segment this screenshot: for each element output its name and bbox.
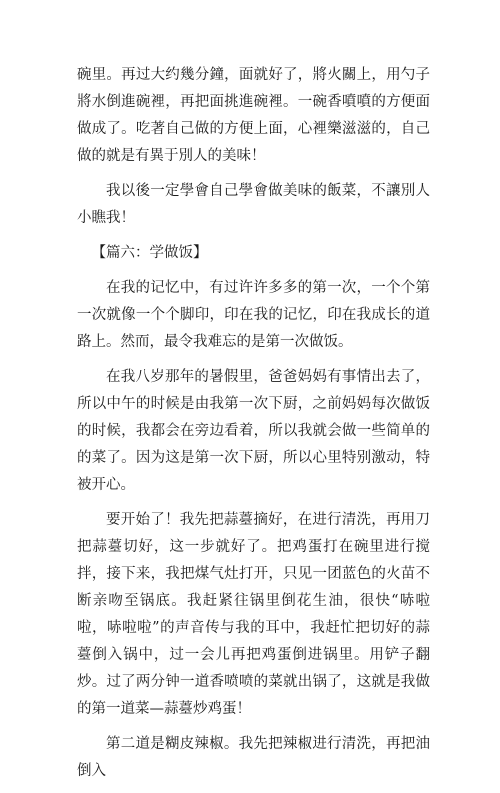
paragraph-resolution: 我以後一定學會自己學會做美味的飯菜，不讓別人小瞧我！ (77, 183, 430, 226)
paragraph-second-dish: 第二道是糊皮辣椒。我先把辣椒进行清洗，再把油倒入 (77, 736, 430, 779)
paragraph-first-dish: 要开始了！我先把蒜薹摘好，在进行清洗，再用刀把蒜薹切好，这一步就好了。把鸡蛋打在碗里进行搅拌，接下来，我把煤气灶打开，只见一团蓝色的火苗不断亲吻至锅底。我赶紧往锅里倒花生油，很快“哧啦啦，哧啦啦”的声音传与我的耳中，我赶忙把切好的蒜薹倒入锅中，过一会儿再把鸡蛋倒进锅里。用铲子翻炒。过了两分钟一道香喷喷的菜就出锅了，这就是我做的第一道菜—蒜薹炒鸡蛋！ (77, 512, 430, 717)
paragraph-summer: 在我八岁那年的暑假里，爸爸妈妈有事情出去了，所以中午的时候是由我第一次下厨，之前妈妈每次做饭的时候，我都会在旁边看着，所以我就会做一些简单的的菜了。因为这是第一次下厨，所以心里特别激动，特被开心。 (77, 369, 430, 493)
section-heading: 【篇六：学做饭】 (91, 245, 208, 261)
document-body (77, 62, 430, 793)
paragraph-memory: 在我的记忆中，有过许许多多的第一次，一个个第一次就像一个个脚印，印在我的记忆，印在我成长的道路上。然而，最令我难忘的是第一次做饭。 (77, 280, 430, 350)
paragraph-continued: 碗里。再过大约幾分鐘，面就好了，將火關上，用勺子將水倒進碗裡，再把面挑進碗裡。一碗香噴噴的方便面做成了。吃著自己做的方便上面，心裡樂滋滋的，自己做的就是有異于別人的美味！ (77, 67, 430, 164)
